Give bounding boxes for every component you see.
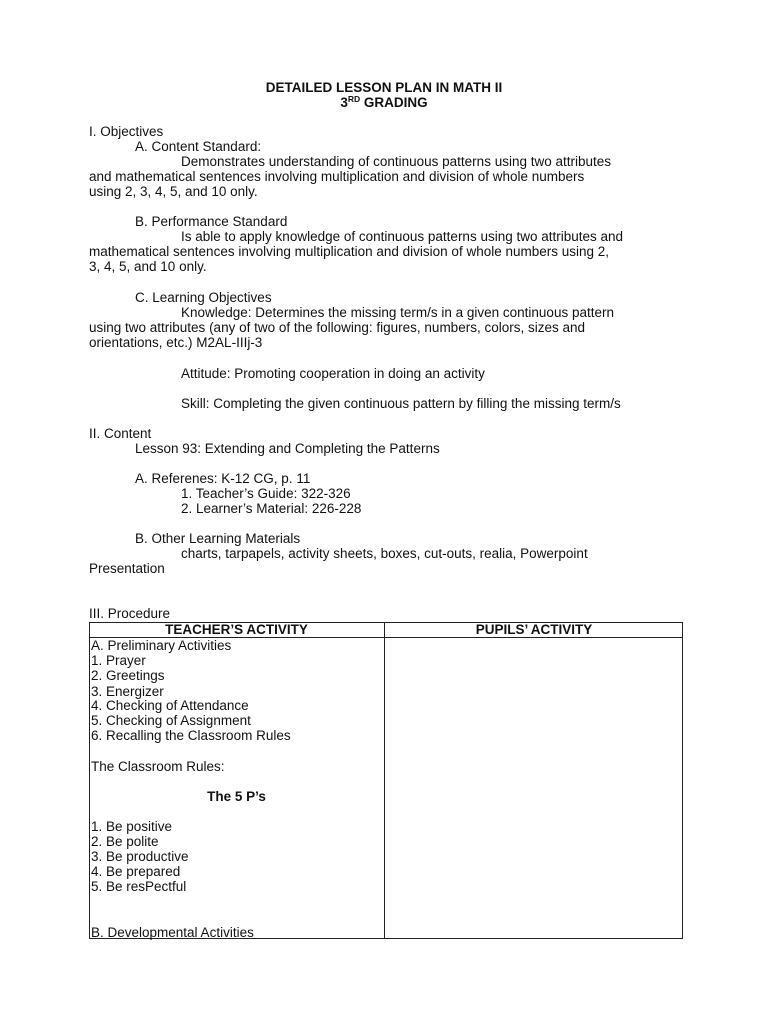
procedure-heading: III. Procedure xyxy=(89,606,171,621)
reference-learners-material: 2. Learner’s Material: 226-228 xyxy=(181,501,362,516)
prelim-item-assignment: 5. Checking of Assignment xyxy=(91,713,251,728)
performance-standard-line-2: mathematical sentences involving multiplication and division of whole numbers using 2, xyxy=(89,244,610,259)
content-standard-line-3: using 2, 3, 4, 5, and 10 only. xyxy=(89,184,258,199)
performance-standard-line-3: 3, 4, 5, and 10 only. xyxy=(89,259,207,274)
other-materials-label: B. Other Learning Materials xyxy=(135,531,301,546)
prelim-item-attendance: 4. Checking of Attendance xyxy=(91,698,249,713)
developmental-activities-label: B. Developmental Activities xyxy=(91,925,254,940)
knowledge-line-3: orientations, etc.) M2AL-IIIj-3 xyxy=(89,335,263,350)
grading-heading xyxy=(0,95,768,110)
knowledge-line-2: using two attributes (any of two of the following: figures, numbers, colors, sizes and xyxy=(89,320,585,335)
materials-line-2: Presentation xyxy=(89,561,165,576)
knowledge-line-1: Knowledge: Determines the missing term/s in a given continuous pattern xyxy=(181,305,614,320)
references-label: A. Referenes: K-12 CG, p. 11 xyxy=(135,471,311,486)
performance-standard-line-1: Is able to apply knowledge of continuous patterns using two attributes and xyxy=(181,229,624,244)
performance-standard-label: B. Performance Standard xyxy=(135,214,288,229)
content-standard-line-2: and mathematical sentences involving multiplication and division of whole numbers xyxy=(89,169,585,184)
rule-2: 2. Be polite xyxy=(91,834,159,849)
attitude-objective: Attitude: Promoting cooperation in doing an activity xyxy=(181,366,485,381)
grading-word: GRADING xyxy=(360,95,428,110)
lesson-title: Lesson 93: Extending and Completing the Patterns xyxy=(135,441,440,456)
objectives-heading: I. Objectives xyxy=(89,124,164,139)
rules-title: The 5 P’s xyxy=(207,789,266,804)
document-title: DETAILED LESSON PLAN IN MATH II xyxy=(265,80,503,95)
preliminary-activities-label: A. Preliminary Activities xyxy=(91,638,232,653)
table-column-divider xyxy=(384,622,385,939)
grading-ordinal-suffix: RD xyxy=(347,94,361,104)
rule-1: 1. Be positive xyxy=(91,819,173,834)
prelim-item-prayer: 1. Prayer xyxy=(91,653,146,668)
reference-teachers-guide: 1. Teacher’s Guide: 322-326 xyxy=(181,486,351,501)
prelim-item-greetings: 2. Greetings xyxy=(91,668,165,683)
content-standard-line-1: Demonstrates understanding of continuous patterns using two attributes xyxy=(181,154,612,169)
rule-5: 5. Be resPectful xyxy=(91,879,187,894)
grading-number: 3 xyxy=(340,95,348,110)
teacher-activity-header: TEACHER’S ACTIVITY xyxy=(165,622,308,637)
rule-4: 4. Be prepared xyxy=(91,864,181,879)
materials-line-1: charts, tarpapels, activity sheets, boxes, cut-outs, realia, Powerpoint xyxy=(181,546,588,561)
rule-3: 3. Be productive xyxy=(91,849,189,864)
skill-objective: Skill: Completing the given continuous pattern by filling the missing term/s xyxy=(181,396,621,411)
classroom-rules-label: The Classroom Rules: xyxy=(91,759,225,774)
content-heading: II. Content xyxy=(89,426,152,441)
prelim-item-energizer: 3. Energizer xyxy=(91,684,164,699)
learning-objectives-label: C. Learning Objectives xyxy=(135,290,272,305)
prelim-item-rules: 6. Recalling the Classroom Rules xyxy=(91,728,291,743)
pupils-activity-header: PUPILS’ ACTIVITY xyxy=(475,622,593,637)
content-standard-label: A. Content Standard: xyxy=(135,139,262,154)
